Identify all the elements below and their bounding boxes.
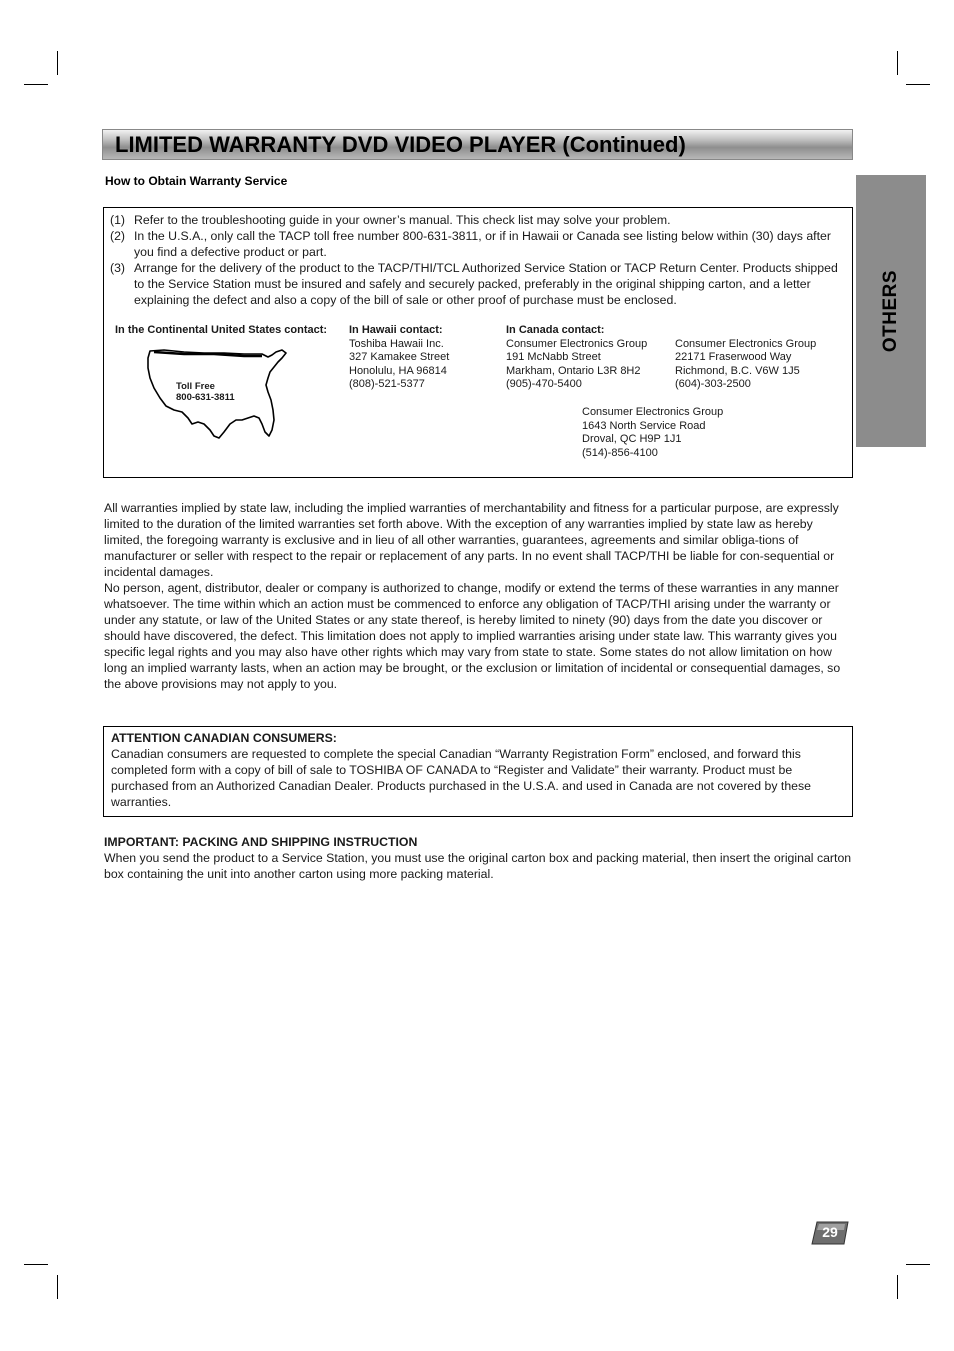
crop-mark xyxy=(906,1264,930,1265)
contact-line: Consumer Electronics Group xyxy=(582,406,724,418)
section-side-tab xyxy=(856,175,926,447)
crop-mark xyxy=(24,84,48,85)
step-number: (3) xyxy=(110,261,126,275)
warranty-steps xyxy=(110,212,840,308)
contact-heading: In Canada contact: xyxy=(506,324,605,336)
contact-line: 22171 Fraserwood Way xyxy=(675,351,792,364)
step-number: (2) xyxy=(110,229,126,243)
step-text: Refer to the troubleshooting guide in your owner’s manual. This check list may solve your problem. xyxy=(134,213,671,227)
crop-mark xyxy=(906,84,930,85)
page-number-badge xyxy=(811,1221,849,1245)
page-number: 29 xyxy=(822,1224,838,1240)
paragraph: All warranties implied by state law, including the implied warranties of merchantability and fitness for a particular purpose, are expressly limited to the duration of the limited warranties set forth above. With the exception of any warranties implied by state law as hereby limited, the foregoing warranty is exclusive and in lieu of all other warranties, guarantees, agreements and similar obliga-tions of manufacturer or seller with respect to the repair or replacement of any parts. In no event shall TACP/THI be liable for con-sequential or incidental damages. xyxy=(104,501,839,579)
contact-canada-office-1 xyxy=(506,324,647,392)
packing-instructions xyxy=(104,834,854,882)
contact-line: (905)-470-5400 xyxy=(506,378,582,391)
title-bar xyxy=(102,129,853,160)
implied-warranties-text xyxy=(104,500,854,692)
page-title: LIMITED WARRANTY DVD VIDEO PLAYER (Continued) xyxy=(115,132,686,157)
contact-heading: In Hawaii contact: xyxy=(349,324,443,336)
contact-line: (604)-303-2500 xyxy=(675,378,751,391)
canadian-heading: ATTENTION CANADIAN CONSUMERS: xyxy=(111,731,337,745)
contact-canada-office-3 xyxy=(582,406,723,460)
contact-line: 1643 North Service Road xyxy=(582,419,706,432)
warranty-step xyxy=(110,260,840,308)
contact-line: Consumer Electronics Group xyxy=(506,337,648,350)
paragraph: No person, agent, distributor, dealer or company is authorized to change, modify or extend the terms of these warranties in any manner whatsoever. The time within which an action must be commenced to enforce any obligation of TACP/THI arising under the warranty or under any statute, or law of the United States or any state thereof, is hereby limited to ninety (90) days from the date you discover or should have discovered, the defect. This limitation does not apply to implied warranties arising under state law. This warranty gives you specific legal rights and you may also have other rights which may vary from state to state. Some states do not allow limitation on how long an implied warranty lasts, when an action may be brought, or the exclusion or limitation of incidental or consequential damages, so the above provisions may not apply to you. xyxy=(104,581,841,691)
contact-line: Markham, Ontario L3R 8H2 xyxy=(506,364,641,377)
step-text: Arrange for the delivery of the product to the TACP/THI/TCL Authorized Service Station or TACP Return Center. Products shipped to the Service Station must be insured and safely and securely packed, preferably in the original shipping carton, and a letter explaining the defect and also a copy of the bill of sale or other proof of purchase must be enclosed. xyxy=(134,261,838,307)
crop-mark xyxy=(897,51,898,75)
crop-mark xyxy=(897,1275,898,1299)
contact-line: (808)-521-5377 xyxy=(349,378,425,391)
canadian-body: Canadian consumers are requested to complete the special Canadian “Warranty Registration Form” enclosed, and forward this completed form with a copy of bill of sale to TOSHIBA OF CANADA to “Register and Validate” their warranty. Product must be purchased from an Authorized Canadian Dealer. Products purchased in the U.S.A. and used in Canada are not covered by these warranties. xyxy=(111,747,811,809)
contact-canada-office-2 xyxy=(675,338,816,392)
packing-heading: IMPORTANT: PACKING AND SHIPPING INSTRUCTION xyxy=(104,835,418,849)
contact-hawaii xyxy=(349,324,449,392)
contact-heading: In the Continental United States contact: xyxy=(115,324,328,336)
toll-free-number: 800-631-3811 xyxy=(176,392,235,403)
contact-line: Toshiba Hawaii Inc. xyxy=(349,337,444,350)
canadian-consumers-box xyxy=(103,726,853,817)
contact-line: 327 Kamakee Street xyxy=(349,351,450,364)
toll-free-text: Toll Free xyxy=(176,381,215,392)
packing-body: When you send the product to a Service Station, you must use the original carton box and packing material, then insert the original carton box containing the unit into another carton using more packing material. xyxy=(104,851,852,881)
contact-line: 191 McNabb Street xyxy=(506,351,601,364)
step-text: In the U.S.A., only call the TACP toll free number 800-631-3811, or if in Hawaii or Canada see listing below within (30) days after you find a defective product or part. xyxy=(134,229,831,259)
warranty-service-box xyxy=(103,207,853,478)
warranty-step xyxy=(110,228,840,260)
contact-line: Consumer Electronics Group xyxy=(675,337,817,350)
contact-line: (514)-856-4100 xyxy=(582,446,658,459)
crop-mark xyxy=(24,1264,48,1265)
contact-line: Richmond, B.C. V6W 1J5 xyxy=(675,364,800,377)
crop-mark xyxy=(57,51,58,75)
warranty-step xyxy=(110,212,840,228)
contact-line: Honolulu, HA 96814 xyxy=(349,364,447,377)
step-number: (1) xyxy=(110,213,126,227)
toll-free-label xyxy=(176,381,235,403)
crop-mark xyxy=(57,1275,58,1299)
side-tab-label: OTHERS xyxy=(880,269,901,353)
contact-line: Droval, QC H9P 1J1 xyxy=(582,433,682,446)
warranty-service-heading: How to Obtain Warranty Service xyxy=(105,174,288,188)
contact-continental xyxy=(115,324,327,338)
